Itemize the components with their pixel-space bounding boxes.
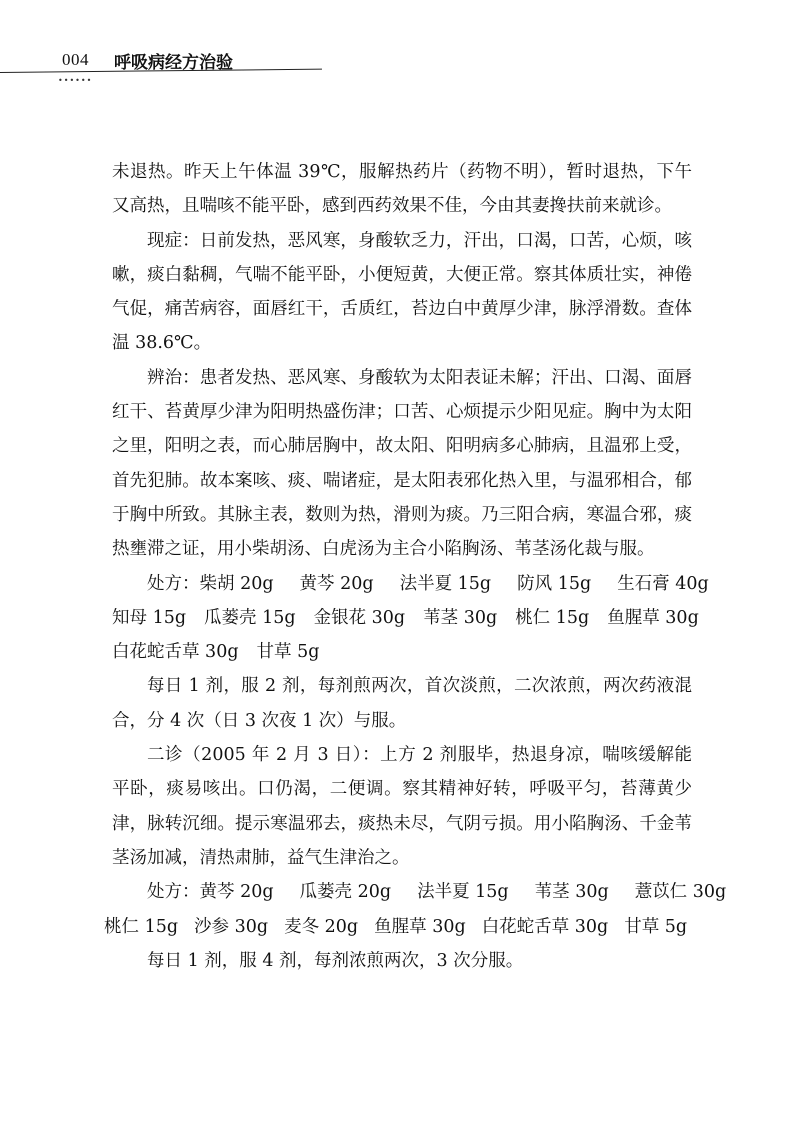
herb-item: 黄芩 20g — [199, 882, 274, 903]
prescription-label: 处方： — [147, 573, 200, 594]
herb-item: 桃仁 15g — [104, 916, 179, 937]
herb-item: 法半夏 15g — [399, 573, 492, 594]
herb-item: 法半夏 15g — [417, 882, 509, 903]
herb-item: 苇茎 30g — [534, 882, 609, 903]
intro-paragraph: 未退热。昨天上午体温 39℃，服解热药片（药物不明），暂时退热，下午又高热，且喘咳不能平卧，感到西药效果不佳，今由其妻搀扶前来就诊。 — [112, 162, 692, 217]
second-visit-paragraph: 二诊（2005 年 2 月 3 日）：上方 2 剂服毕，热退身凉，喘咳缓解能平卧，痰易咳出。口仍渴，二便调。察其精神好转，呼吸平匀，苔薄黄少津，脉转沉细。提示寒温邪去，痰热未尽，气阴亏损。用小陷胸汤、千金苇茎汤加减，清热肃肺，益气生津治之。 — [112, 745, 692, 868]
prescription-1-line-1 — [112, 567, 709, 601]
herb-item: 白花蛇舌草 30g — [481, 916, 609, 937]
prescription-1-line-3 — [112, 635, 692, 669]
prescription-1 — [112, 567, 709, 670]
herb-item: 甘草 5g — [624, 916, 688, 937]
page-header — [0, 0, 800, 90]
herb-item: 柴胡 20g — [199, 573, 274, 594]
herb-item: 知母 15g — [112, 607, 187, 628]
herb-item: 苇茎 30g — [423, 607, 498, 628]
herb-item: 鱼腥草 30g — [374, 916, 466, 937]
prescription-2 — [104, 875, 727, 944]
herb-item: 麦冬 20g — [284, 916, 359, 937]
header-ornament: •••••• — [58, 76, 93, 85]
prescription-2-line-1 — [112, 875, 727, 909]
herb-item: 白花蛇舌草 30g — [112, 642, 239, 663]
herb-item: 桃仁 15g — [515, 607, 590, 628]
herb-item: 甘草 5g — [256, 642, 320, 663]
herb-item: 金银花 30g — [313, 607, 406, 628]
herb-item: 生石膏 40g — [617, 573, 709, 594]
prescription-1-line-2 — [112, 601, 699, 635]
herb-item: 黄芩 20g — [299, 573, 374, 594]
page-number: 004 — [62, 50, 89, 69]
dosage-paragraph-2: 每日 1 剂，服 4 剂，每剂浓煎两次，3 次分服。 — [147, 950, 524, 971]
herb-item: 瓜蒌壳 20g — [299, 882, 392, 903]
herb-item: 瓜蒌壳 15g — [204, 607, 296, 628]
herb-item: 沙参 30g — [194, 916, 269, 937]
dosage-paragraph-1: 每日 1 剂，服 2 剂，每剂煎两次，首次淡煎，二次浓煎，两次药液混合，分 4 次（日 3 次夜 1 次）与服。 — [112, 676, 692, 731]
page-body — [104, 155, 727, 978]
symptoms-paragraph: 现症：日前发热，恶风寒，身酸软乏力，汗出，口渴，口苦，心烦，咳嗽，痰白黏稠，气喘不能平卧，小便短黄，大便正常。察其体质壮实，神倦气促，痛苦病容，面唇红干，舌质红，苔边白中黄厚少津，脉浮滑数。查体温 38.6℃。 — [112, 230, 692, 354]
herb-item: 防风 15g — [517, 573, 592, 594]
prescription-2-line-2 — [104, 910, 692, 944]
prescription-label: 处方： — [147, 882, 200, 903]
diagnosis-paragraph: 辨治：患者发热、恶风寒、身酸软为太阳表证未解；汗出、口渴、面唇红干、苔黄厚少津为阳明热盛伤津；口苦、心烦提示少阳见症。胸中为太阳之里，阳明之表，而心肺居胸中，故太阳、阳明病多心肺病，且温邪上受，首先犯肺。故本案咳、痰、喘诸症，是太阳表邪化热入里，与温邪相合，郁于胸中所致。其脉主表，数则为热，滑则为痰。乃三阳合病，寒温合邪，痰热壅滞之证，用小柴胡汤、白虎汤为主合小陷胸汤、苇茎汤化裁与服。 — [112, 367, 692, 560]
running-title: 呼吸病经方治验 — [114, 53, 233, 73]
herb-item: 鱼腥草 30g — [607, 607, 699, 628]
herb-item: 薏苡仁 30g — [634, 882, 727, 903]
